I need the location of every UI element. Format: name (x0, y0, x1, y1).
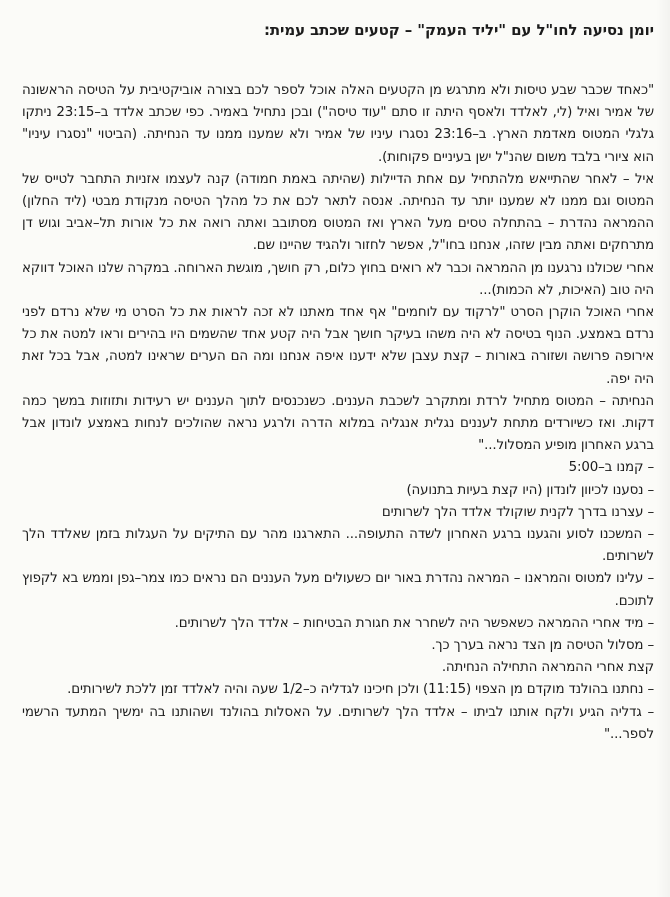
paragraph-landing-start: קצת אחרי ההמראה התחילה הנחיתה. (441, 660, 654, 676)
paragraph-movie: אחרי האוכל הוקרן הסרט "לרקוד עם לוחמים" אף אחד מאתנו לא זכה לראות את כל הסרט מי שלא נרדם לפני נרדם באמצע. הנוף בטיסה לא היה משהו בעיקר חושך אבל היה קטע אחד שהשמים היו בהירים וראו למטה את כל אירופה פרושה ושזורה באורות – קצת עצבן שלא ידענו איפה אנחנו ומה הם הערים שראינו למטה, אבל בכל זאת היה יפה. (22, 305, 654, 387)
list-item-airport: – המשכנו לסוע והגענו ברגע האחרון לשדה התעופה... התארגנו מהר עם התיקים על העגלות בזמן שאלדד הלך לשרותים. (22, 527, 654, 565)
paragraph-intro-amir: "כאחד שכבר שבע טיסות ולא מתרגש מן הקטעים האלה אוכל לספר לכם בצורה אוביקטיבית על הטיסה הראשונה של אמיר ואיל (לי, לאלדד ולאסף היתה זו סתם "עוד טיסה") ובכן נתחיל באמיר. כפי שכתב אלדד ב–23:15 ניתקו גלגלי המטוס מאדמת הארץ. ב–23:16 נסגרו עיניו של אמיר ולא שמענו ממנו עד הנחיתה. (הביטוי "נסגרו עיניו" הוא ציורי בלבד משום שהנ"ל ישן בעיניים פקוחות). (22, 83, 654, 165)
list-item-holland-landing: – נחתנו בהולנד מוקדם מן הצפוי (11:15) ולכן חיכינו לגדליה כ–1/2 שעה והיה לאלדד זמן ללכת לשירותים. (67, 682, 654, 698)
list-item-seatbelt: – מיד אחרי ההמראה כשאפשר היה לשחרר את חגורת הבטיחות – אלדד הלך לשרותים. (174, 615, 654, 631)
list-item-flight-path: – מסלול הטיסה מן הצד נראה בערך כך. (431, 638, 654, 654)
paragraph-eyal-takeoff: איל – לאחר שהתייאש מלהתחיל עם אחת הדיילות (שהיתה באמת חמודה) קנה לעצמו אזניות התחבר לטייס של המטוס וגם ממנו לא שמענו יותר עד הנחיתה. אנסה לתאר לכם את כל מהלך הטיסה מנקודת מבטי (ליד החלון) ההמראה נהדרת – בהתחלה טסים מעל הארץ ואז המטוס מסתובב ואתה רואה את כל אורות תל–אביב וגוש דן מתרחקים ואתה מבין שזהו, אנחנו בחו"ל, אפשר לחזור ולהגיד שהיינו שם. (22, 171, 654, 254)
paragraph-landing: הנחיתה – המטוס מתחיל לרדת ומתקרב לשכבת העננים. כשנכנסים לתוך העננים יש רעידות ותזוזות במשך כמה דקות. ואז כשיורדים מתחת לעננים נגלית אנגליה במלוא הדרה ולרגע נראה שהולכים לנחות באמצע לונדון אבל ברגע האחרון מופיע המסלול..." (22, 393, 654, 454)
list-item-chocolate-stop: – עצרנו בדרך לקנית שוקולד אלדד הלך לשרותים (381, 504, 654, 520)
list-item-wake-up: – קמנו ב–5:00 (568, 460, 654, 476)
document-title: יומן נסיעה לחו"ל עם "יליד העמק" – קטעים שכתב עמית: (263, 21, 654, 39)
paragraph-meal: אחרי שכולנו נרגענו מן ההמראה וכבר לא רואים בחוץ כלום, רק חושך, מוגשת הארוחה. במקרה שלנו האוכל דווקא היה טוב (האיכות, לא הכמות)... (22, 260, 654, 298)
list-item-gedalia: – גדליה הגיע ולקח אותנו לביתו – אלדד הלך לשרותים. על האסלות בהולנד ושהותנו בה ימשיך המתעד הרשמי לספר..." (22, 704, 654, 742)
list-item-drive-london: – נסענו לכיוון לונדון (היו קצת בעיות בתנועה) (406, 482, 654, 498)
list-item-takeoff: – עלינו למטוס והמראנו – המראה נהדרת באור יום כשעולים מעל העננים הם נראים כמו צמר–גפן וממש בא לקפוץ לתוכם. (22, 571, 654, 609)
